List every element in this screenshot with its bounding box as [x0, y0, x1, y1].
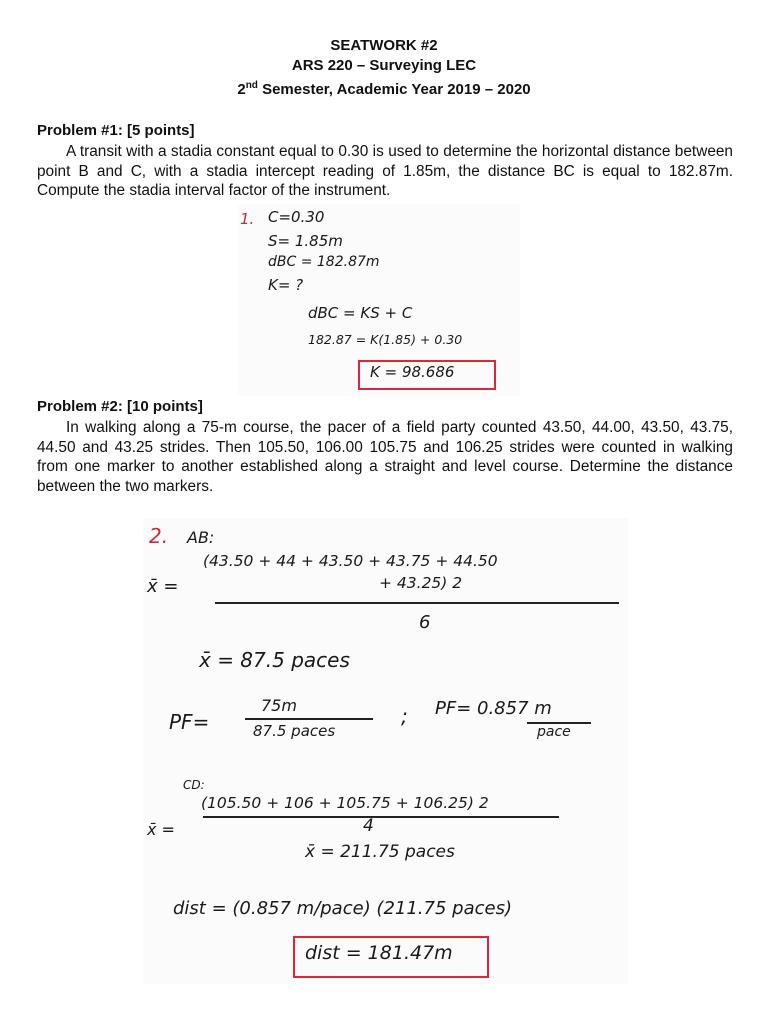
ab-denominator: 6 — [419, 612, 431, 633]
problem1-text: A transit with a stadia constant equal to 0.30 is used to determine the horizontal distance between point B and C, with a stadia intercept reading of 1.85m, the distance BC is equal to 182.87m. Compute the stadia interval factor of the instrument. — [37, 143, 733, 199]
ab-result: x̄ = 87.5 paces — [199, 648, 350, 672]
problem1-title: Problem #1: [5 points] — [37, 122, 195, 139]
pf-separator: ; — [401, 704, 408, 728]
substitution-line: 182.87 = K(1.85) + 0.30 — [308, 332, 463, 347]
pf-denominator: 87.5 paces — [253, 722, 336, 740]
pf-result: PF= 0.857 m — [435, 698, 552, 719]
answer1: K = 98.686 — [370, 363, 455, 381]
solution2-number: 2. — [149, 524, 169, 548]
ab-numerator-line1: (43.50 + 44 + 43.50 + 43.75 + 44.50 — [203, 552, 498, 570]
cd-label: CD: — [183, 778, 205, 792]
cd-fraction-bar — [203, 816, 559, 818]
document-header — [0, 36, 768, 100]
problem1-solution-photo — [238, 204, 520, 396]
distance-line: dist = (0.857 m/pace) (211.75 paces) — [173, 898, 512, 919]
ab-numerator-line2: + 43.25) 2 — [379, 574, 463, 592]
ab-label: AB: — [187, 528, 215, 547]
problem2-title: Problem #2: [10 points] — [37, 398, 203, 415]
course-title: ARS 220 – Surveying LEC — [291, 57, 477, 74]
seatwork-title: SEATWORK #2 — [330, 37, 438, 54]
problem2-solution-photo — [143, 518, 628, 984]
given-c: C=0.30 — [268, 208, 325, 226]
answer2: dist = 181.47m — [305, 942, 453, 964]
cd-xbar: x̄ = — [147, 820, 175, 839]
pf-result-denominator: pace — [537, 724, 571, 740]
formula-line: dBC = KS + C — [308, 304, 413, 322]
cd-result: x̄ = 211.75 paces — [305, 842, 455, 862]
solution1-number: 1. — [240, 210, 255, 228]
given-dbc: dBC = 182.87m — [268, 254, 380, 270]
cd-denominator: 4 — [363, 816, 374, 836]
pf-label: PF= — [169, 710, 210, 734]
given-s: S= 1.85m — [268, 232, 343, 250]
problem2-text: In walking along a 75-m course, the pacer of a field party counted 43.50, 44.00, 43.50, 43.75, 44.50 and 43.25 strides. Then 105.50, 106.00 105.75 and 106.25 strides were counted in walking from one marker to another established along a straight and level course. Determine the distance between the two markers. — [37, 419, 733, 495]
ab-fraction-bar — [215, 602, 619, 604]
semester-line: 2nd Semester, Academic Year 2019 – 2020 — [237, 80, 531, 98]
pf-numerator: 75m — [261, 696, 297, 715]
cd-numerator: (105.50 + 106 + 105.75 + 106.25) 2 — [201, 794, 489, 812]
ab-xbar: x̄ = — [147, 576, 179, 597]
pf-fraction-bar — [245, 718, 373, 720]
unknown-k: K= ? — [268, 276, 304, 294]
